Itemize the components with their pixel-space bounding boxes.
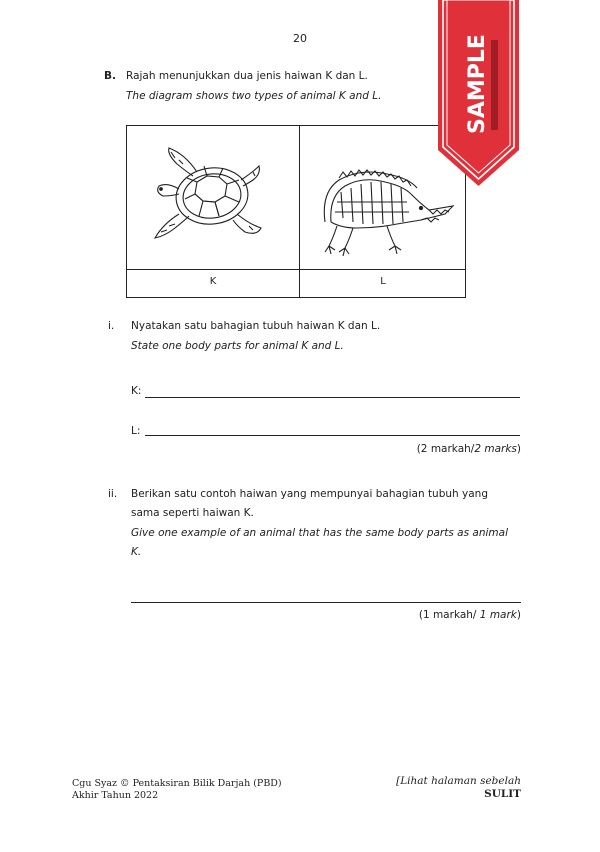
- footer-credit: [72, 778, 282, 802]
- marks-english: 1 mark: [476, 609, 517, 621]
- marks-malay: (1 markah/: [418, 609, 477, 621]
- animal-figure-table: [126, 125, 466, 298]
- footer-next-page: [300, 775, 521, 801]
- answer-line-l[interactable]: [145, 435, 520, 436]
- table-divider: [299, 126, 300, 297]
- footer-credit-line: Cgu Syaz © Pentaksiran Bilik Darjah (PBD): [72, 778, 282, 789]
- marks-label: [300, 609, 521, 621]
- subquestion-text-english: State one body parts for animal K and L.: [131, 340, 344, 352]
- marks-close: ): [516, 609, 521, 621]
- page-number: 20: [293, 32, 307, 45]
- answer-k-label: K:: [131, 385, 142, 397]
- question-label: B.: [104, 70, 116, 82]
- turn-page-note: [Lihat halaman sebelah: [396, 775, 521, 787]
- classification-label: SULIT: [484, 788, 521, 800]
- subquestion-text-malay: sama seperti haiwan K.: [131, 507, 254, 519]
- marks-label: [300, 443, 521, 455]
- footer-credit-line: Akhir Tahun 2022: [72, 790, 159, 801]
- answer-line-k[interactable]: [145, 397, 520, 398]
- sample-stamp-icon: [436, 0, 521, 188]
- figure-label-k: K: [209, 276, 217, 287]
- subquestion-text-malay: Nyatakan satu bahagian tubuh haiwan K dan L.: [131, 320, 381, 332]
- question-text-english: The diagram shows two types of animal K and L.: [126, 90, 382, 102]
- answer-line[interactable]: [131, 602, 521, 603]
- marks-malay: (2 markah/: [416, 443, 475, 455]
- turtle-icon: [149, 144, 269, 242]
- marks-english: 2 marks: [474, 443, 517, 455]
- subquestion-text-english: Give one example of an animal that has the same body parts as animal: [131, 527, 509, 539]
- subquestion-label: ii.: [108, 488, 118, 500]
- subquestion-text-english: K.: [131, 546, 142, 558]
- marks-close: ): [516, 443, 521, 455]
- figure-label-l: L: [380, 276, 386, 287]
- subquestion-label: i.: [108, 320, 115, 332]
- table-divider: [127, 269, 465, 270]
- subquestion-text-malay: Berikan satu contoh haiwan yang mempunyai bahagian tubuh yang: [131, 488, 488, 500]
- question-text-malay: Rajah menunjukkan dua jenis haiwan K dan L.: [126, 70, 368, 82]
- answer-l-label: L:: [131, 425, 141, 437]
- sample-stamp-text: SAMPLE: [465, 34, 490, 134]
